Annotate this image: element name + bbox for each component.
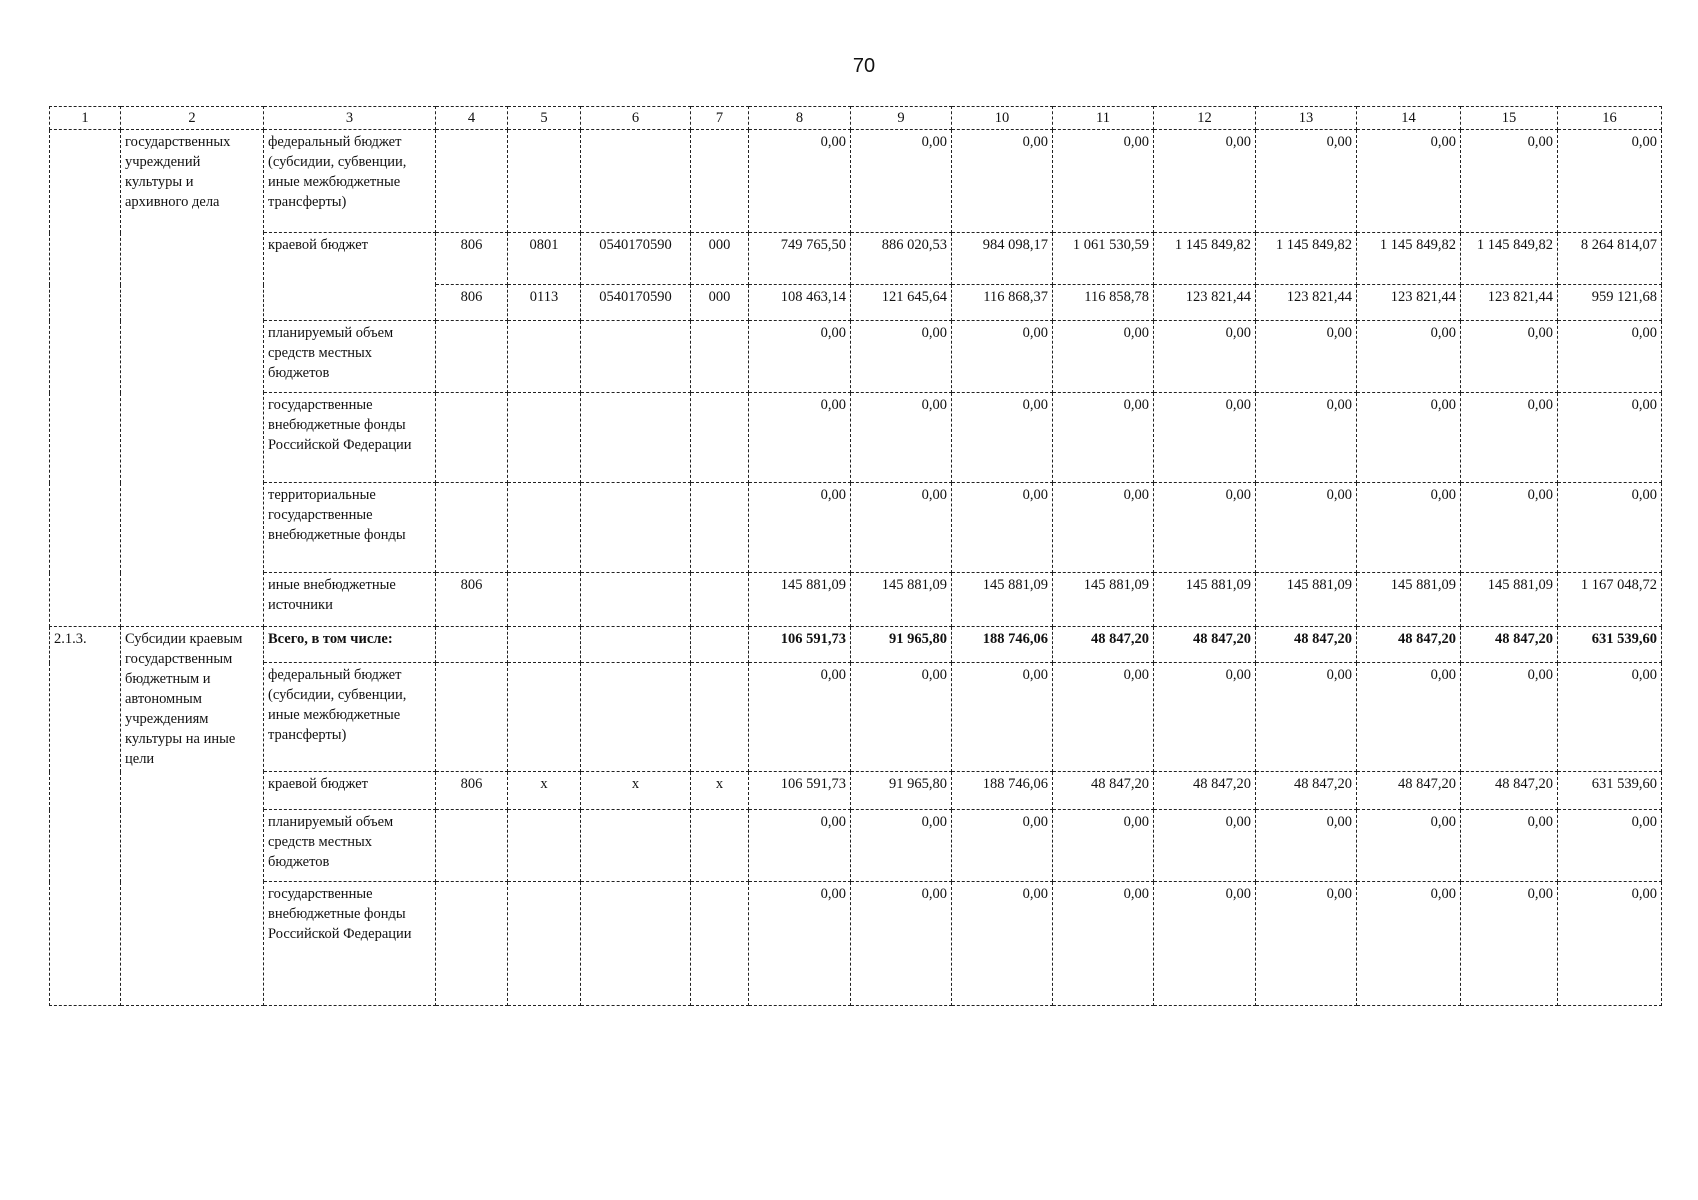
amount-cell: 0,00 xyxy=(1154,393,1256,483)
amount-cell: 0,00 xyxy=(952,663,1053,772)
amount-cell: 1 145 849,82 xyxy=(1256,233,1357,285)
classification-code xyxy=(691,810,749,882)
classification-code: х xyxy=(581,772,691,810)
column-header: 14 xyxy=(1357,107,1461,130)
column-header: 12 xyxy=(1154,107,1256,130)
amount-cell: 0,00 xyxy=(851,663,952,772)
classification-code: 806 xyxy=(436,285,508,321)
amount-cell: 0,00 xyxy=(1256,130,1357,233)
classification-code xyxy=(581,663,691,772)
amount-cell: 0,00 xyxy=(1461,882,1558,1006)
classification-code xyxy=(581,882,691,1006)
classification-code xyxy=(436,663,508,772)
amount-cell: 0,00 xyxy=(1357,810,1461,882)
amount-cell: 0,00 xyxy=(1053,130,1154,233)
amount-cell: 0,00 xyxy=(1256,663,1357,772)
column-header: 16 xyxy=(1558,107,1662,130)
classification-code xyxy=(436,483,508,573)
column-header: 10 xyxy=(952,107,1053,130)
amount-cell: 0,00 xyxy=(1461,130,1558,233)
funding-source: федеральный бюджет (субсидии, субвенции, иные межбюджетные трансферты) xyxy=(264,130,436,233)
column-header: 13 xyxy=(1256,107,1357,130)
classification-code: 0540170590 xyxy=(581,233,691,285)
amount-cell: 91 965,80 xyxy=(851,627,952,663)
classification-code xyxy=(691,321,749,393)
amount-cell: 0,00 xyxy=(1461,393,1558,483)
amount-cell: 0,00 xyxy=(1558,483,1662,573)
classification-code: 000 xyxy=(691,233,749,285)
amount-cell: 0,00 xyxy=(1558,393,1662,483)
amount-cell: 0,00 xyxy=(1256,810,1357,882)
amount-cell: 0,00 xyxy=(1558,810,1662,882)
classification-code xyxy=(691,627,749,663)
column-header: 1 xyxy=(50,107,121,130)
classification-code xyxy=(508,321,581,393)
amount-cell: 1 145 849,82 xyxy=(1154,233,1256,285)
classification-code xyxy=(436,321,508,393)
amount-cell: 48 847,20 xyxy=(1256,772,1357,810)
funding-source: иные внебюджетные источники xyxy=(264,573,436,627)
amount-cell: 0,00 xyxy=(851,483,952,573)
classification-code xyxy=(581,321,691,393)
amount-cell: 0,00 xyxy=(749,663,851,772)
amount-cell: 0,00 xyxy=(851,393,952,483)
amount-cell: 48 847,20 xyxy=(1053,627,1154,663)
amount-cell: 0,00 xyxy=(1154,882,1256,1006)
amount-cell: 0,00 xyxy=(1357,882,1461,1006)
amount-cell: 0,00 xyxy=(952,483,1053,573)
amount-cell: 0,00 xyxy=(749,321,851,393)
table-row xyxy=(50,810,1662,882)
amount-cell: 0,00 xyxy=(1357,130,1461,233)
classification-code xyxy=(691,882,749,1006)
budget-table xyxy=(49,106,1662,1006)
column-header: 9 xyxy=(851,107,952,130)
row-name: Субсидии краевым государственным бюджетным и автономным учреждениям культуры на иные цели xyxy=(121,627,264,1006)
amount-cell: 0,00 xyxy=(1154,810,1256,882)
amount-cell: 108 463,14 xyxy=(749,285,851,321)
amount-cell: 0,00 xyxy=(952,810,1053,882)
amount-cell: 0,00 xyxy=(1154,130,1256,233)
amount-cell: 188 746,06 xyxy=(952,772,1053,810)
amount-cell: 145 881,09 xyxy=(952,573,1053,627)
amount-cell: 48 847,20 xyxy=(1053,772,1154,810)
amount-cell: 0,00 xyxy=(851,130,952,233)
amount-cell: 0,00 xyxy=(1461,483,1558,573)
table-row xyxy=(50,483,1662,573)
column-header: 4 xyxy=(436,107,508,130)
amount-cell: 145 881,09 xyxy=(1357,573,1461,627)
amount-cell: 48 847,20 xyxy=(1357,627,1461,663)
amount-cell: 0,00 xyxy=(1558,882,1662,1006)
amount-cell: 0,00 xyxy=(1053,393,1154,483)
amount-cell: 48 847,20 xyxy=(1154,627,1256,663)
amount-cell: 0,00 xyxy=(1357,393,1461,483)
classification-code xyxy=(581,393,691,483)
amount-cell: 959 121,68 xyxy=(1558,285,1662,321)
amount-cell: 0,00 xyxy=(749,130,851,233)
classification-code xyxy=(508,393,581,483)
amount-cell: 0,00 xyxy=(1461,663,1558,772)
funding-source: федеральный бюджет (субсидии, субвенции, иные межбюджетные трансферты) xyxy=(264,663,436,772)
amount-cell: 0,00 xyxy=(952,393,1053,483)
table-row xyxy=(50,663,1662,772)
amount-cell: 0,00 xyxy=(1053,810,1154,882)
classification-code xyxy=(691,393,749,483)
column-header: 15 xyxy=(1461,107,1558,130)
classification-code xyxy=(508,663,581,772)
classification-code xyxy=(581,627,691,663)
row-code: 2.1.3. xyxy=(50,627,121,1006)
classification-code xyxy=(581,573,691,627)
table-row xyxy=(50,130,1662,233)
amount-cell: 48 847,20 xyxy=(1154,772,1256,810)
classification-code xyxy=(581,130,691,233)
amount-cell: 0,00 xyxy=(1053,663,1154,772)
amount-cell: 48 847,20 xyxy=(1461,627,1558,663)
row-code xyxy=(50,130,121,627)
amount-cell: 123 821,44 xyxy=(1256,285,1357,321)
classification-code: 0113 xyxy=(508,285,581,321)
amount-cell: 0,00 xyxy=(952,882,1053,1006)
amount-cell: 0,00 xyxy=(1154,321,1256,393)
amount-cell: 0,00 xyxy=(1256,393,1357,483)
classification-code xyxy=(508,810,581,882)
table-row xyxy=(50,573,1662,627)
funding-source: планируемый объем средств местных бюджетов xyxy=(264,321,436,393)
amount-cell: 0,00 xyxy=(1461,810,1558,882)
table-body xyxy=(50,107,1662,1006)
classification-code xyxy=(691,130,749,233)
amount-cell: 0,00 xyxy=(1357,321,1461,393)
classification-code: х xyxy=(508,772,581,810)
amount-cell: 145 881,09 xyxy=(851,573,952,627)
table-row xyxy=(50,772,1662,810)
amount-cell: 116 868,37 xyxy=(952,285,1053,321)
amount-cell: 0,00 xyxy=(749,810,851,882)
classification-code xyxy=(691,573,749,627)
funding-source: Всего, в том числе: xyxy=(264,627,436,663)
funding-source: государственные внебюджетные фонды Российской Федерации xyxy=(264,393,436,483)
amount-cell: 145 881,09 xyxy=(1154,573,1256,627)
amount-cell: 0,00 xyxy=(1053,483,1154,573)
classification-code xyxy=(508,130,581,233)
classification-code xyxy=(436,882,508,1006)
amount-cell: 91 965,80 xyxy=(851,772,952,810)
amount-cell: 106 591,73 xyxy=(749,772,851,810)
amount-cell: 749 765,50 xyxy=(749,233,851,285)
amount-cell: 0,00 xyxy=(1357,483,1461,573)
amount-cell: 1 167 048,72 xyxy=(1558,573,1662,627)
amount-cell: 123 821,44 xyxy=(1461,285,1558,321)
classification-code xyxy=(508,483,581,573)
funding-source: краевой бюджет xyxy=(264,772,436,810)
amount-cell: 0,00 xyxy=(1558,130,1662,233)
amount-cell: 0,00 xyxy=(1558,321,1662,393)
funding-source: территориальные государственные внебюджетные фонды xyxy=(264,483,436,573)
amount-cell: 0,00 xyxy=(749,393,851,483)
amount-cell: 1 145 849,82 xyxy=(1461,233,1558,285)
classification-code xyxy=(508,573,581,627)
page-number: 70 xyxy=(852,55,876,77)
classification-code xyxy=(436,130,508,233)
classification-code xyxy=(508,627,581,663)
amount-cell: 145 881,09 xyxy=(1053,573,1154,627)
amount-cell: 0,00 xyxy=(851,321,952,393)
amount-cell: 145 881,09 xyxy=(749,573,851,627)
classification-code: 0801 xyxy=(508,233,581,285)
column-header: 3 xyxy=(264,107,436,130)
amount-cell: 0,00 xyxy=(1461,321,1558,393)
amount-cell: 0,00 xyxy=(1053,321,1154,393)
classification-code xyxy=(436,627,508,663)
header-row xyxy=(50,107,1662,130)
classification-code: х xyxy=(691,772,749,810)
column-header: 8 xyxy=(749,107,851,130)
table-row xyxy=(50,233,1662,285)
table-row xyxy=(50,321,1662,393)
amount-cell: 0,00 xyxy=(749,483,851,573)
amount-cell: 48 847,20 xyxy=(1461,772,1558,810)
classification-code: 806 xyxy=(436,573,508,627)
column-header: 7 xyxy=(691,107,749,130)
amount-cell: 48 847,20 xyxy=(1357,772,1461,810)
amount-cell: 0,00 xyxy=(749,882,851,1006)
table-row xyxy=(50,882,1662,1006)
classification-code xyxy=(436,393,508,483)
amount-cell: 984 098,17 xyxy=(952,233,1053,285)
amount-cell: 0,00 xyxy=(1558,663,1662,772)
amount-cell: 145 881,09 xyxy=(1256,573,1357,627)
amount-cell: 48 847,20 xyxy=(1256,627,1357,663)
amount-cell: 188 746,06 xyxy=(952,627,1053,663)
amount-cell: 123 821,44 xyxy=(1357,285,1461,321)
amount-cell: 0,00 xyxy=(1357,663,1461,772)
table-row xyxy=(50,627,1662,663)
classification-code xyxy=(691,663,749,772)
row-name: государственных учреждений культуры и архивного дела xyxy=(121,130,264,627)
amount-cell: 631 539,60 xyxy=(1558,627,1662,663)
amount-cell: 0,00 xyxy=(851,882,952,1006)
amount-cell: 123 821,44 xyxy=(1154,285,1256,321)
amount-cell: 106 591,73 xyxy=(749,627,851,663)
amount-cell: 0,00 xyxy=(1256,882,1357,1006)
column-header: 11 xyxy=(1053,107,1154,130)
classification-code xyxy=(691,483,749,573)
amount-cell: 121 645,64 xyxy=(851,285,952,321)
classification-code: 000 xyxy=(691,285,749,321)
amount-cell: 0,00 xyxy=(851,810,952,882)
amount-cell: 0,00 xyxy=(952,321,1053,393)
amount-cell: 145 881,09 xyxy=(1461,573,1558,627)
amount-cell: 0,00 xyxy=(1256,321,1357,393)
classification-code: 806 xyxy=(436,772,508,810)
column-header: 5 xyxy=(508,107,581,130)
table-row xyxy=(50,393,1662,483)
amount-cell: 116 858,78 xyxy=(1053,285,1154,321)
classification-code xyxy=(436,810,508,882)
amount-cell: 631 539,60 xyxy=(1558,772,1662,810)
classification-code xyxy=(508,882,581,1006)
classification-code: 0540170590 xyxy=(581,285,691,321)
amount-cell: 886 020,53 xyxy=(851,233,952,285)
column-header: 6 xyxy=(581,107,691,130)
amount-cell: 0,00 xyxy=(1256,483,1357,573)
classification-code: 806 xyxy=(436,233,508,285)
amount-cell: 0,00 xyxy=(952,130,1053,233)
column-header: 2 xyxy=(121,107,264,130)
amount-cell: 0,00 xyxy=(1053,882,1154,1006)
amount-cell: 1 061 530,59 xyxy=(1053,233,1154,285)
amount-cell: 8 264 814,07 xyxy=(1558,233,1662,285)
amount-cell: 1 145 849,82 xyxy=(1357,233,1461,285)
funding-source: краевой бюджет xyxy=(264,233,436,321)
amount-cell: 0,00 xyxy=(1154,663,1256,772)
funding-source: государственные внебюджетные фонды Российской Федерации xyxy=(264,882,436,1006)
classification-code xyxy=(581,810,691,882)
amount-cell: 0,00 xyxy=(1154,483,1256,573)
funding-source: планируемый объем средств местных бюджетов xyxy=(264,810,436,882)
classification-code xyxy=(581,483,691,573)
